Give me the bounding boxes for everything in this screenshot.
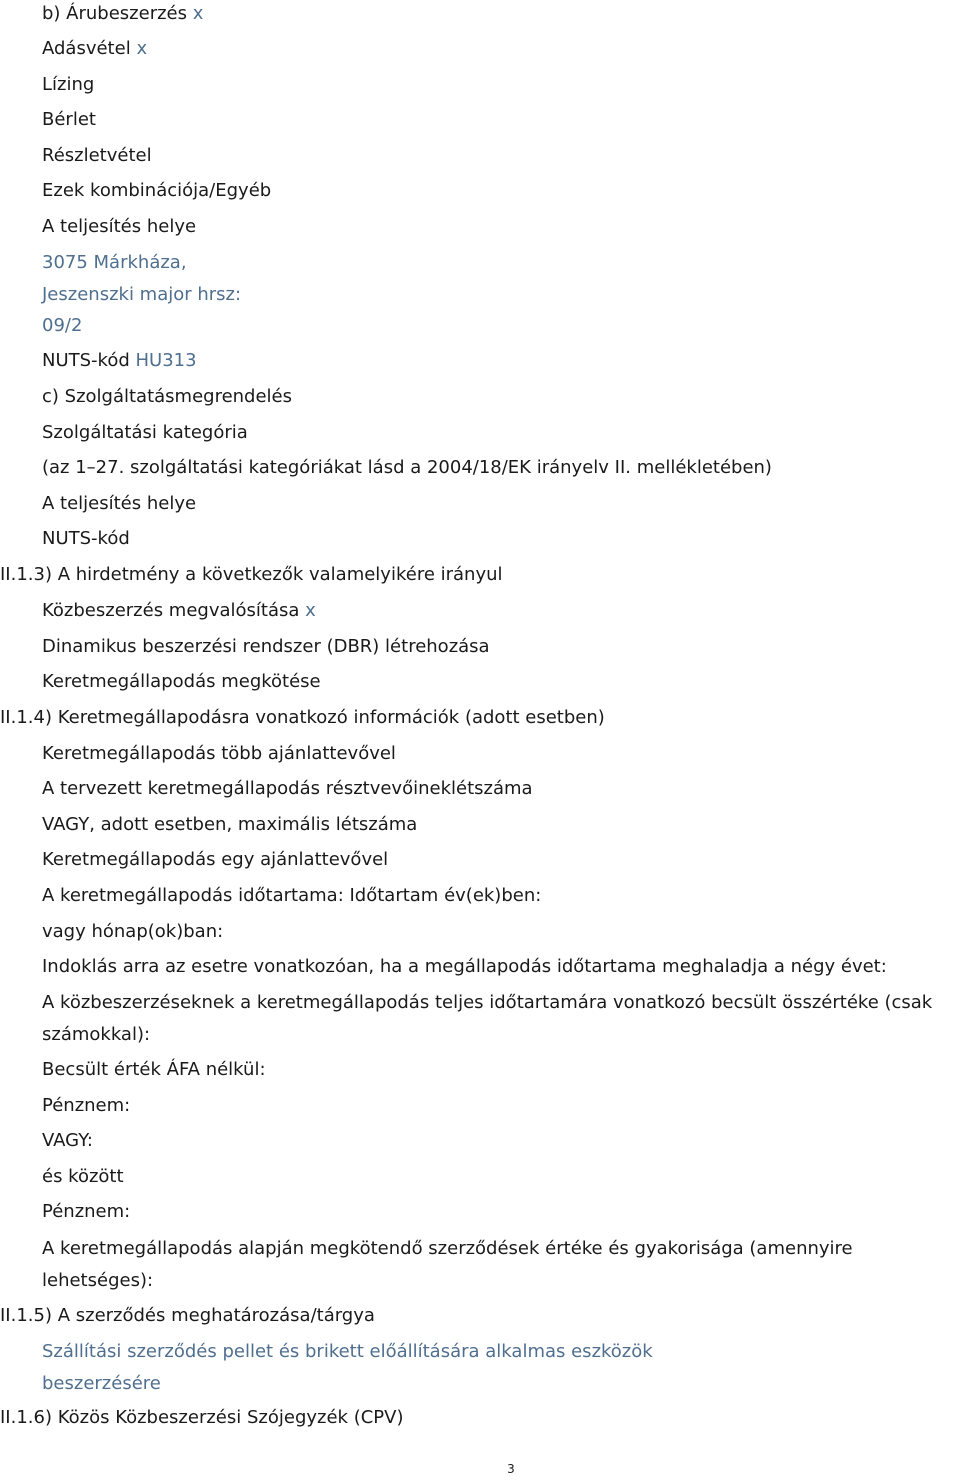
option-adasvetel [42,38,147,60]
option-keretmegallapodas: Keretmegállapodás megkötése [42,671,321,692]
tervezett-letszam: A tervezett keretmegállapodás résztvevőineklétszáma [42,778,533,799]
becsult-ertek: Becsült érték ÁFA nélkül: [42,1059,266,1080]
egy-ajanlattevo: Keretmegállapodás egy ajánlattevővel [42,849,389,870]
teljesites-helye-label: A teljesítés helye [42,216,197,237]
selected-mark: x [136,38,148,59]
vagy-maximalis: VAGY, adott esetben, maximális létszáma [42,814,418,835]
kategoria-note [42,457,772,479]
tobb-ajanlattevo: Keretmegállapodás több ajánlattevővel [42,743,396,764]
kategoria-note-prefix: (az 1–27. [42,457,131,478]
page-number: 3 [507,1462,515,1476]
selected-mark: x [192,3,204,24]
option-reszletvetel: Részletvétel [42,145,152,166]
penznem-1: Pénznem: [42,1095,131,1116]
nuts-value: HU313 [135,350,197,371]
section-ii-1-3-heading: II.1.3) A hirdetmény a következők valamelyikére irányul [0,564,503,585]
vagy-label: VAGY: [42,1130,93,1151]
selected-mark: x [305,600,316,621]
szerzodesek-erteke: A keretmegállapodás alapján megkötendő szerződések értéke és gyakorisága (amennyire lehetséges): [42,1238,853,1291]
nuts-label: NUTS-kód [42,350,130,371]
teljesites-helye-label-c: A teljesítés helye [42,493,197,514]
penznem-2: Pénznem: [42,1201,131,1222]
becsult-osszertek: A közbeszerzéseknek a keretmegállapodás teljes időtartamára vonatkozó becsült összértéke (csak számokkal): [42,992,933,1045]
address-line-3: 09/2 [42,315,83,336]
option-berlet: Bérlet [42,109,96,130]
honapokban: vagy hónap(ok)ban: [42,921,224,942]
section-ii-1-5-heading: II.1.5) A szerződés meghatározása/tárgya [0,1305,375,1326]
idotartam: A keretmegállapodás időtartama: Időtartam év(ek)ben: [42,885,542,906]
option-dbr: Dinamikus beszerzési rendszer (DBR) létrehozása [42,636,490,657]
option-lizing: Lízing [42,74,95,95]
es-kozott: és között [42,1166,124,1187]
section-c-title: c) Szolgáltatásmegrendelés [42,386,293,407]
option-adasvetel-label: Adásvétel [42,38,131,59]
indoklas: Indoklás arra az esetre vonatkozóan, ha a megállapodás időtartama meghaladja a négy évet: [42,956,887,977]
szerzodes-targya: Szállítási szerződés pellet és brikett előállítására alkalmas eszközök beszerzésére [42,1341,653,1394]
address-line-1: 3075 Márkháza, [42,252,187,273]
section-b-title [42,3,203,25]
nuts-label-c: NUTS-kód [42,528,130,549]
section-ii-1-4-heading: II.1.4) Keretmegállapodásra vonatkozó információk (adott esetben) [0,707,605,728]
szolgaltatasi-kategoria: Szolgáltatási kategória [42,422,248,443]
option-kozbeszerzes-label: Közbeszerzés megvalósítása [42,600,300,621]
address-line-2: Jeszenszki major hrsz: [42,284,242,305]
kategoria-note-text: szolgáltatási kategóriákat lásd a 2004/18/EK irányelv II. mellékletében) [130,457,772,478]
section-b-title-text: b) Árubeszerzés [42,3,187,24]
section-ii-1-6-heading: II.1.6) Közös Közbeszerzési Szójegyzék (CPV) [0,1407,404,1428]
option-kombinacio: Ezek kombinációja/Egyéb [42,180,272,201]
nuts-code-row [42,350,197,372]
option-kozbeszerzes [42,600,316,622]
